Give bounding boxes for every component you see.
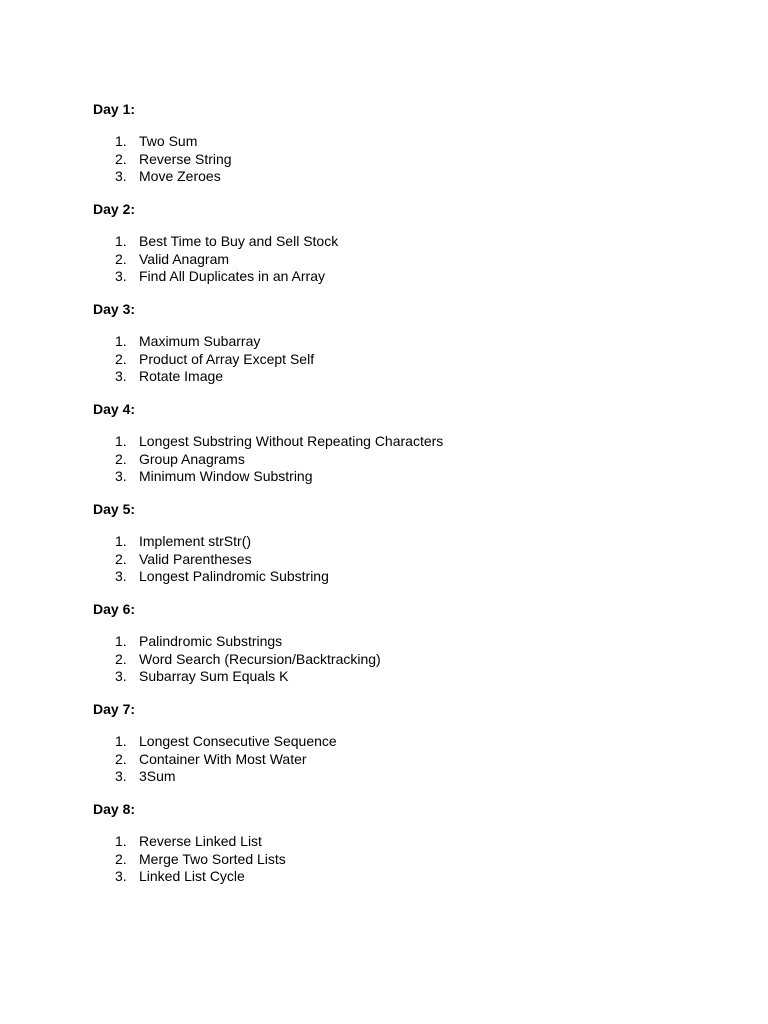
- task-list: [93, 533, 329, 586]
- list-item: [93, 650, 381, 669]
- list-number: 1.: [115, 333, 127, 349]
- task-list: [93, 733, 337, 786]
- list-text: Valid Parentheses: [139, 550, 252, 567]
- list-text: Container With Most Water: [139, 750, 307, 767]
- list-number: 2.: [115, 550, 127, 567]
- list-item: [93, 533, 252, 551]
- list-text: Maximum Subarray: [139, 333, 261, 349]
- list-number: 2.: [115, 650, 127, 667]
- list-item: [93, 350, 315, 369]
- day-heading: Day 7:: [93, 701, 136, 717]
- list-number: 3.: [115, 568, 127, 584]
- list-item: [93, 633, 283, 651]
- task-list: [93, 833, 286, 886]
- list-text: Subarray Sum Equals K: [139, 668, 289, 684]
- list-item: [93, 868, 245, 886]
- list-item: [93, 150, 232, 169]
- list-number: 1.: [115, 433, 127, 449]
- day-heading: Day 4:: [93, 401, 136, 417]
- list-item: [93, 850, 286, 869]
- day-section-7: [93, 701, 337, 786]
- task-list: [93, 233, 339, 286]
- list-item: [93, 433, 444, 451]
- list-item: [93, 168, 221, 186]
- day-section-3: [93, 301, 315, 386]
- list-number: 2.: [115, 250, 127, 267]
- list-text: Longest Substring Without Repeating Characters: [139, 433, 444, 449]
- task-list: [93, 633, 381, 686]
- list-number: 1.: [115, 633, 127, 649]
- list-number: 3.: [115, 468, 127, 484]
- list-text: Two Sum: [139, 133, 198, 149]
- list-text: Word Search (Recursion/Backtracking): [139, 650, 381, 667]
- list-text: Group Anagrams: [139, 450, 245, 467]
- list-number: 2.: [115, 750, 127, 767]
- list-item: [93, 368, 224, 386]
- list-text: Reverse Linked List: [139, 833, 262, 849]
- list-text: Valid Anagram: [139, 250, 230, 267]
- task-list: [93, 333, 315, 386]
- day-heading: Day 5:: [93, 501, 136, 517]
- list-item: [93, 333, 261, 351]
- day-heading: Day 3:: [93, 301, 136, 317]
- list-text: Linked List Cycle: [139, 868, 245, 884]
- day-section-8: [93, 801, 286, 886]
- list-text: Merge Two Sorted Lists: [139, 850, 286, 867]
- day-section-4: [93, 401, 444, 486]
- list-number: 3.: [115, 368, 127, 384]
- day-section-5: [93, 501, 329, 586]
- list-item: [93, 833, 262, 851]
- list-number: 3.: [115, 268, 127, 284]
- task-list: [93, 133, 232, 186]
- list-text: 3Sum: [139, 768, 176, 784]
- list-item: [93, 568, 329, 586]
- list-number: 1.: [115, 833, 127, 849]
- list-item: [93, 450, 245, 469]
- day-heading: Day 6:: [93, 601, 136, 617]
- list-text: Product of Array Except Self: [139, 350, 315, 367]
- day-section-1: [93, 101, 232, 186]
- list-item: [93, 268, 325, 286]
- list-text: Minimum Window Substring: [139, 468, 313, 484]
- list-text: Find All Duplicates in an Array: [139, 268, 325, 284]
- list-number: 2.: [115, 850, 127, 867]
- day-heading: Day 2:: [93, 201, 136, 217]
- list-item: [93, 668, 289, 686]
- list-item: [93, 768, 176, 786]
- list-item: [93, 250, 230, 269]
- list-number: 1.: [115, 533, 127, 549]
- list-number: 1.: [115, 733, 127, 749]
- list-item: [93, 750, 307, 769]
- list-item: [93, 733, 337, 751]
- list-text: Move Zeroes: [139, 168, 221, 184]
- list-text: Longest Palindromic Substring: [139, 568, 329, 584]
- list-text: Reverse String: [139, 150, 232, 167]
- list-number: 2.: [115, 150, 127, 167]
- list-number: 3.: [115, 868, 127, 884]
- list-item: [93, 468, 313, 486]
- list-item: [93, 133, 198, 151]
- day-section-6: [93, 601, 381, 686]
- day-heading: Day 8:: [93, 801, 136, 817]
- list-number: 3.: [115, 168, 127, 184]
- list-item: [93, 550, 252, 569]
- list-text: Implement strStr(): [139, 533, 252, 549]
- list-number: 2.: [115, 450, 127, 467]
- list-text: Rotate Image: [139, 368, 224, 384]
- list-number: 1.: [115, 233, 127, 249]
- list-text: Longest Consecutive Sequence: [139, 733, 337, 749]
- list-number: 3.: [115, 768, 127, 784]
- list-text: Palindromic Substrings: [139, 633, 283, 649]
- list-text: Best Time to Buy and Sell Stock: [139, 233, 339, 249]
- day-section-2: [93, 201, 339, 286]
- task-list: [93, 433, 444, 486]
- list-number: 1.: [115, 133, 127, 149]
- list-number: 3.: [115, 668, 127, 684]
- day-heading: Day 1:: [93, 101, 136, 117]
- list-item: [93, 233, 339, 251]
- list-number: 2.: [115, 350, 127, 367]
